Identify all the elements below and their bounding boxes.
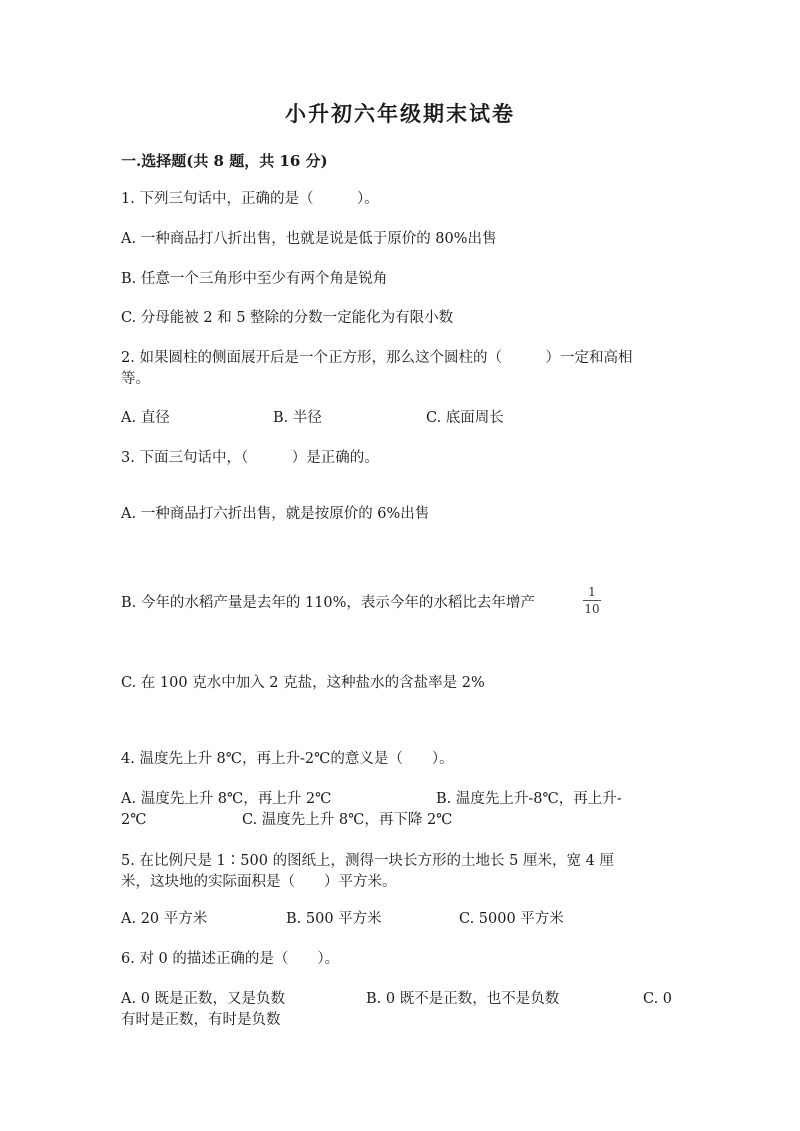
question-5-stem-line1: 5. 在比例尺是 1∶500 的图纸上，测得一块长方形的土地长 5 厘米，宽 4 厘 — [121, 853, 614, 869]
fraction-denominator: 10 — [584, 602, 600, 616]
question-2-option-a[interactable]: A. 直径 — [121, 410, 170, 426]
question-2-stem-line2: 等。 — [121, 371, 150, 387]
question-6-stem: 6. 对 0 的描述正确的是（ ）。 — [121, 951, 340, 967]
question-6-option-c-line1[interactable]: C. 0 — [643, 991, 673, 1007]
fraction-bar — [583, 600, 601, 601]
question-6-option-a[interactable]: A. 0 既是正数，又是负数 — [121, 991, 286, 1007]
question-1-option-a[interactable]: A. 一种商品打八折出售，也就是说是低于原价的 80%出售 — [121, 231, 497, 247]
question-2-option-b[interactable]: B. 半径 — [273, 410, 322, 426]
fraction-numerator: 1 — [588, 585, 596, 599]
question-6-option-b[interactable]: B. 0 既不是正数，也不是负数 — [366, 991, 560, 1007]
question-1-stem: 1. 下列三句话中，正确的是（ ）。 — [121, 191, 379, 207]
question-2-stem-line1: 2. 如果圆柱的侧面展开后是一个正方形，那么这个圆柱的（ ）一定和高相 — [121, 350, 633, 366]
question-6-option-c-line2[interactable]: 有时是正数，有时是负数 — [121, 1012, 281, 1028]
question-4-option-b-line2[interactable]: 2℃ — [121, 812, 147, 828]
question-4-option-b-line1[interactable]: B. 温度先上升-8℃，再上升- — [436, 791, 622, 807]
question-5-option-a[interactable]: A. 20 平方米 — [121, 911, 208, 927]
question-2-option-c[interactable]: C. 底面周长 — [426, 410, 504, 426]
question-3-option-a[interactable]: A. 一种商品打六折出售，就是按原价的 6%出售 — [121, 506, 430, 522]
question-3-option-c[interactable]: C. 在 100 克水中加入 2 克盐，这种盐水的含盐率是 2% — [121, 675, 485, 691]
question-1-option-c[interactable]: C. 分母能被 2 和 5 整除的分数一定能化为有限小数 — [121, 310, 454, 326]
question-4-option-a[interactable]: A. 温度先上升 8℃，再上升 2℃ — [121, 791, 332, 807]
question-3-stem: 3. 下面三句话中，（ ）是正确的。 — [121, 450, 379, 466]
fraction-one-tenth — [583, 585, 601, 616]
question-4-option-c[interactable]: C. 温度先上升 8℃，再下降 2℃ — [242, 812, 453, 828]
question-5-option-c[interactable]: C. 5000 平方米 — [459, 911, 564, 927]
question-5-stem-line2: 米，这块地的实际面积是（ ）平方米。 — [121, 874, 397, 890]
section-heading: 一.选择题(共 8 题，共 16 分) — [121, 152, 328, 170]
exam-title: 小升初六年级期末试卷 — [285, 101, 515, 126]
question-3-option-b[interactable]: B. 今年的水稻产量是去年的 110%，表示今年的水稻比去年增产 — [121, 595, 535, 611]
question-4-stem: 4. 温度先上升 8℃，再上升-2℃的意义是（ ）。 — [121, 751, 454, 767]
question-5-option-b[interactable]: B. 500 平方米 — [286, 911, 382, 927]
question-1-option-b[interactable]: B. 任意一个三角形中至少有两个角是锐角 — [121, 271, 388, 287]
